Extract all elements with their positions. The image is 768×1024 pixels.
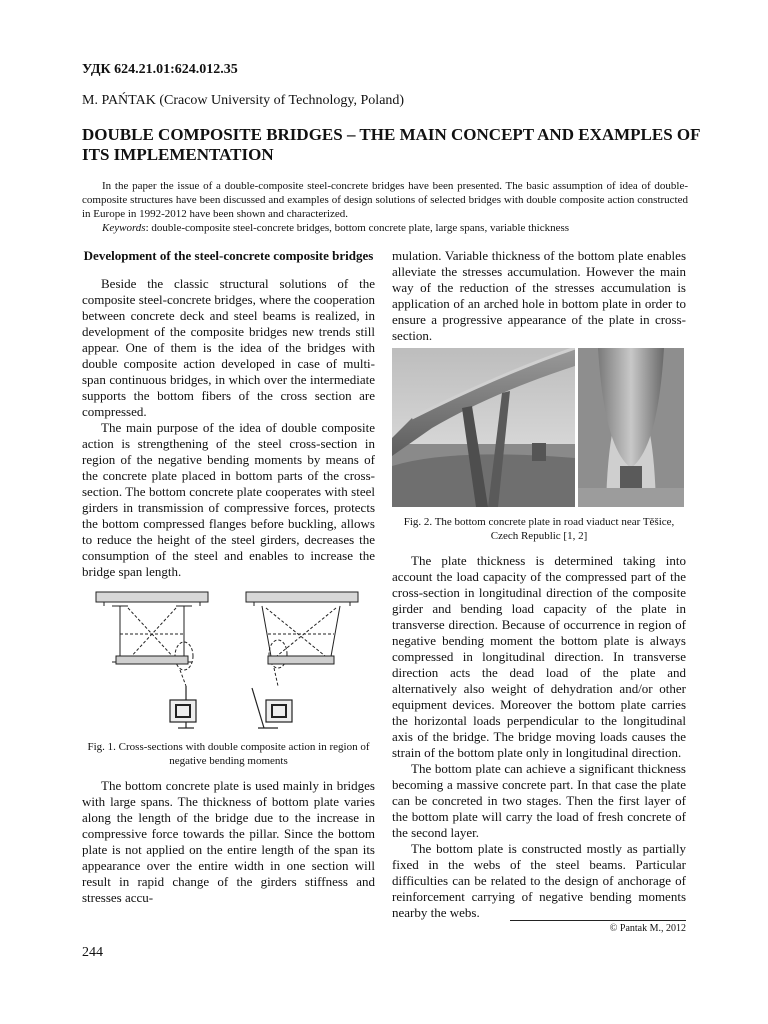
- paragraph: Beside the classic structural solutions of the composite steel-concrete bridges, where the cooperation between concrete deck and steel beams is realized, in development of the composite bridges new trends still appear. One of them is the idea of the bridges with double composite action developed in case of multi-span continuous bridges, in which over the intermediate supports the bottom fibers of the cross section are compressed.: [82, 276, 375, 419]
- figure-1-cross-sections: [82, 590, 375, 732]
- page-number: 244: [82, 945, 103, 960]
- paragraph: The bottom concrete plate is used mainly in bridges with large spans. The thickness of bottom plate varies along the length of the bridge due to the increase in compressive force towards the pillar. Since the bottom plate is not applied on the entire length of the span its appearance over the entire width in one section will result in rapid change of the girders stiffness and stresses accu-: [82, 778, 375, 905]
- abstract-text: In the paper the issue of a double-composite steel-concrete bridges have been presented. The basic assumption of idea of double-composite structures have been discussed and examples of design solutions of selected bridges with double composite action constructed in Europe in 1992-2012 have been shown and characterized.: [82, 180, 688, 220]
- right-column: [392, 248, 686, 921]
- udc-code: УДК 624.21.01:624.012.35: [82, 62, 238, 77]
- paragraph: The bottom plate can achieve a significant thickness becoming a massive concrete part. In that case the plate can be concreted in two stages. Then the first layer of the bottom plate will carry the load of fresh concrete of the second layer.: [392, 761, 686, 840]
- section-heading: Development of the steel-concrete composite bridges: [83, 248, 374, 263]
- keywords-line: [82, 221, 688, 235]
- copyright: © Pantak M., 2012: [510, 920, 686, 934]
- figure-2-caption: Fig. 2. The bottom concrete plate in road viaduct near Těšice, Czech Republic [1, 2]: [403, 516, 675, 542]
- keywords-label: Keywords: [102, 222, 146, 234]
- viaduct-side-photo: [392, 348, 575, 507]
- paper-title: DOUBLE COMPOSITE BRIDGES – THE MAIN CONCEPT AND EXAMPLES OF ITS IMPLEMENTATION: [82, 125, 700, 164]
- figure-1-caption: Fig. 1. Cross-sections with double composite action in region of negative bending moments: [87, 741, 370, 767]
- left-column: [82, 248, 375, 906]
- paragraph: The bottom plate is constructed mostly as partially fixed in the webs of the steel beams. Particular difficulties can be related to the design of anchorage of reinforcement carrying of negative bending moments nearby the webs.: [392, 841, 686, 920]
- paragraph: The main purpose of the idea of double composite action is strengthening of the steel cross-section in region of the negative bending moments by means of the concrete plate placed in bottom parts of the cross-section. The bottom concrete plate cooperates with steel girders in transmission of compressive forces, protects the bottom compressed flanges before buckling, allows to reduce the height of the steel girders, decreases the consumption of the steel and enables to increase the bridge span length.: [82, 420, 375, 579]
- paragraph: mulation. Variable thickness of the bottom plate enables alleviate the stresses accumulation. However the main way of the reduction of the stresses accumulation is application of an arched hole in bottom plate in order to ensure a progressive appearance of the plate in cross-section.: [392, 248, 686, 343]
- viaduct-underside-photo: [578, 348, 684, 507]
- keywords-list: : double-composite steel-concrete bridges, bottom concrete plate, large spans, variable thickness: [145, 222, 570, 234]
- paragraph: The plate thickness is determined taking into account the load capacity of the compressed part of the cross-section in longitudinal direction of the composite girder and bending load capacity of the plate in transverse direction. Because of occurrence in region of negative bending moment the bottom plate is always compressed in longitudinal direction. In transverse direction acts the dead load of the plate and alternatively also weight of dehydration and/or other equipment devices. Moreover the bottom plate carries the horizontal loads perpendicular to the longitudinal axis of the bridge. The bridge moving loads causes the strain of the bottom plate only in longitudinal direction.: [392, 553, 686, 760]
- author-line: M. PAŃTAK (Cracow University of Technology, Poland): [82, 93, 405, 108]
- figure-2-photos: [392, 348, 686, 507]
- abstract: [82, 179, 688, 235]
